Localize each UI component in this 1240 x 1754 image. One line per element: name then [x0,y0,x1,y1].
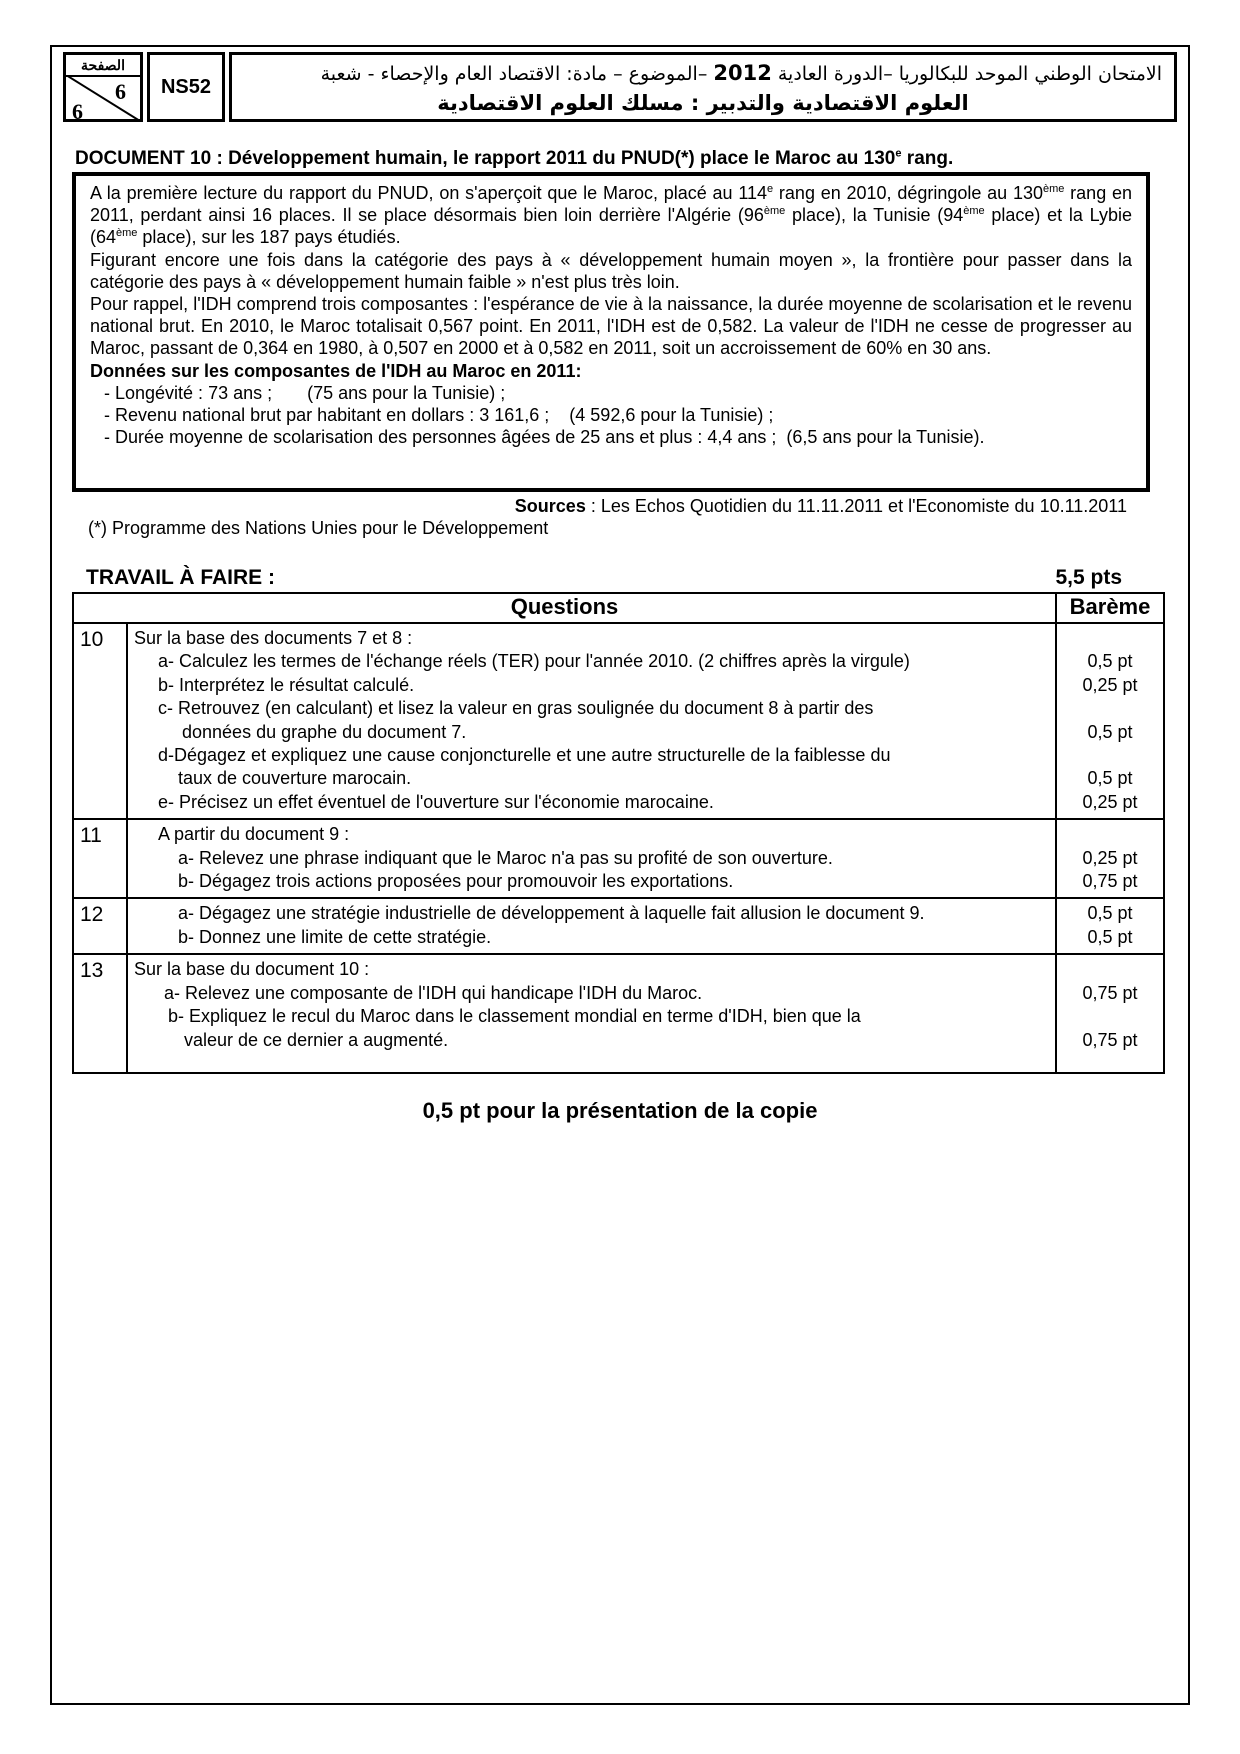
table-row [73,819,1164,898]
travail-heading: TRAVAIL À FAIRE : [86,566,275,589]
document-sources: Sources : Les Echos Quotidien du 11.11.2011 et l'Economiste du 10.11.2011 [514,496,1127,516]
question-text: a- Dégagez une stratégie industrielle de développement à laquelle fait allusion le document 9. b- Donnez une limite de cette stratégie. [127,898,1056,954]
question-number: 12 [73,898,127,954]
document-data-item: - Longévité : 73 ans ; (75 ans pour la Tunisie) ; [104,382,506,403]
question-number: 10 [73,623,127,819]
table-row [73,898,1164,954]
presentation-note: 0,5 pt pour la présentation de la copie [422,1098,818,1123]
question-points: 0,5 pt 0,25 pt 0,5 pt 0,5 pt 0,25 pt [1056,623,1164,819]
page-current: 6 [115,79,126,104]
table-row [73,954,1164,1073]
document-paragraph-1: A la première lecture du rapport du PNUD, on s'aperçoit que le Maroc, placé au 114e rang en 2010, dégringole au 130ème rang en 2011, perdant ainsi 16 places. Il se place désormais bien loin derrière l'Algérie (96ème place), la Tunisie (94ème place) et la Lybie (64ème place), sur les 187 pays étudiés. [90,183,1132,248]
document-paragraph-3: Pour rappel, l'IDH comprend trois composantes : l'espérance de vie à la naissance, la durée moyenne de scolarisation et le revenu national brut. En 2010, le Maroc totalisait 0,567 point. En 2011, l'IDH est de 0,582. La valeur de l'IDH ne cesse de progresser au Maroc, passant de 0,364 en 1980, à 0,507 en 2000 et à 0,582 en 2011, soit un accroissement de 60% en 30 ans. [90,294,1132,359]
page-label: الصفحة [66,55,140,77]
question-text: A partir du document 9 : a- Relevez une phrase indiquant que le Maroc n'a pas su profité de son ouverture. b- Dégagez trois actions proposées pour promouvoir les exportations. [127,819,1056,898]
page-number-box [63,52,143,122]
question-text: Sur la base des documents 7 et 8 : a- Calculez les termes de l'échange réels (TER) pour l'année 2010. (2 chiffres après la virgule) b- Interprétez le résultat calculé. c- Retrouvez (en calculant) et lisez la valeur en gras soulignée du document 8 à partir des données du graphe du document 7. d-Dégagez et expliquez une cause conjoncturelle et une autre structurelle de la faiblesse du taux de couverture marocain. e- Précisez un effet éventuel de l'ouverture sur l'économie marocaine. [127,623,1056,819]
exam-header-title [229,52,1177,122]
table-header-row [73,593,1164,623]
document-title: DOCUMENT 10 : Développement humain, le rapport 2011 du PNUD(*) place le Maroc au 130e rang. [75,147,954,169]
question-points: 0,5 pt 0,5 pt [1056,898,1164,954]
document-paragraph-2: Figurant encore une fois dans la catégorie des pays à « développement humain moyen », la frontière pour passer dans la catégorie des pays à « développement humain faible » n'est plus très loin. [90,249,1132,292]
exam-header-line1: الامتحان الوطني الموحد للبكالوريا –الدورة العادية 2012 –الموضوع – مادة: الاقتصاد العام والإحصاء - شعبة [320,61,1162,85]
document-footnote: (*) Programme des Nations Unies pour le Développement [88,518,549,538]
document-box [72,172,1150,492]
travail-points: 5,5 pts [1055,566,1122,589]
column-bareme: Barème [1056,593,1164,623]
page-total: 6 [72,99,83,122]
document-data-item: - Revenu national brut par habitant en dollars : 3 161,6 ; (4 592,6 pour la Tunisie) ; [104,405,774,426]
exam-code: NS52 [147,52,225,122]
document-data-title: Données sur les composantes de l'IDH au Maroc en 2011: [90,360,582,381]
question-number: 13 [73,954,127,1073]
question-points: 0,25 pt 0,75 pt [1056,819,1164,898]
table-row [73,623,1164,819]
question-text: Sur la base du document 10 : a- Relevez une composante de l'IDH qui handicape l'IDH du Maroc. b- Expliquez le recul du Maroc dans le classement mondial en terme d'IDH, bien que la valeur de ce dernier a augmenté. [127,954,1056,1073]
exam-year: 2012 [713,61,772,85]
question-points: 0,75 pt 0,75 pt [1056,954,1164,1073]
questions-table [72,592,1165,1074]
document-data-item: - Durée moyenne de scolarisation des personnes âgées de 25 ans et plus : 4,4 ans ; (6,5 ans pour la Tunisie). [104,427,985,448]
column-questions: Questions [73,593,1056,623]
question-number: 11 [73,819,127,898]
exam-header-line2: العلوم الاقتصادية والتدبير : مسلك العلوم الاقتصادية [437,91,969,115]
